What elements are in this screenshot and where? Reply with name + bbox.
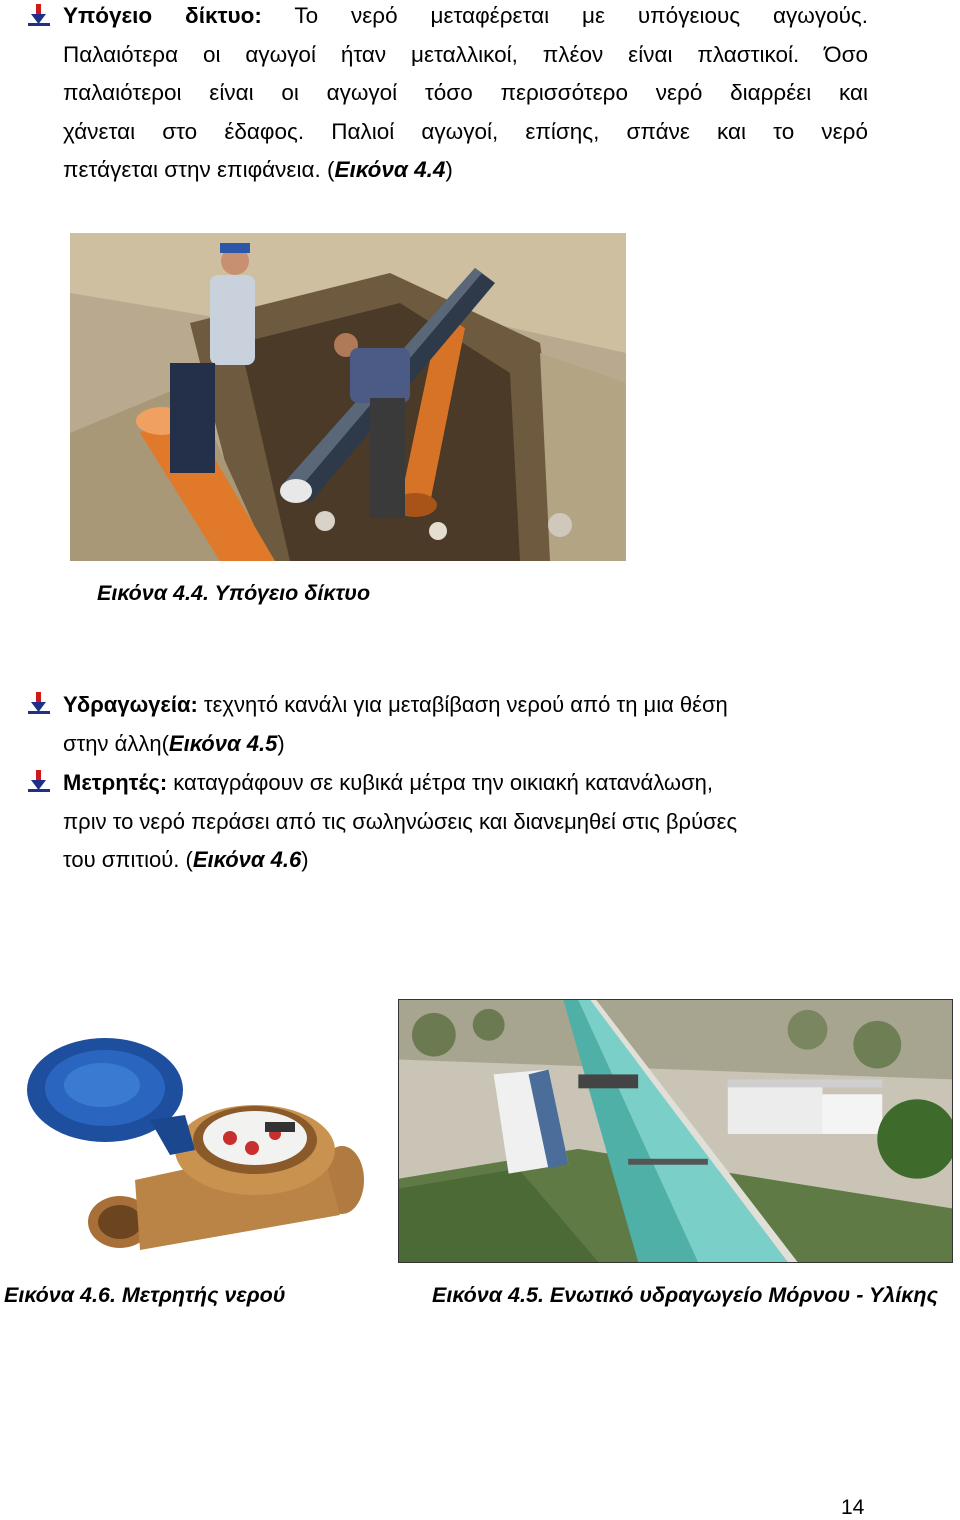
- caption-figure-4-4: Εικόνα 4.4. Υπόγειο δίκτυο: [97, 581, 371, 605]
- label-meters: Μετρητές:: [63, 770, 168, 795]
- label-underground-network: Υπόγειο δίκτυο:: [63, 3, 262, 28]
- caption-figure-4-5: Εικόνα 4.5. Ενωτικό υδραγωγείο Μόρνου - Υλίκης: [432, 1283, 938, 1307]
- label-aqueducts: Υδραγωγεία:: [63, 692, 198, 717]
- bullet-arrow-icon: [28, 692, 50, 714]
- paragraph-underground-network: Υπόγειο δίκτυο: Το νερό μεταφέρεται με υπόγειους αγωγούς. Παλαιότερα οι αγωγοί ήταν μεταλλικοί, πλέον είναι πλαστικοί. Όσο παλαιότεροι είναι οι αγωγοί τόσο περισσότερο νερό διαρρέει και χάνεται στο έδαφος. Παλιοί αγωγοί, επίσης, σπάνε και το νερό πετάγεται στην επιφάνεια. (Εικόνα 4.4): [63, 3, 869, 182]
- bullet-arrow-icon: [28, 4, 50, 26]
- photo-water-meter: [20, 1030, 365, 1250]
- paragraph-aqueducts: Υδραγωγεία: τεχνητό κανάλι για μεταβίβαση νερού από τη μια θέση στην άλλη(Εικόνα 4.5): [63, 692, 728, 756]
- page-number: 14: [841, 1496, 865, 1519]
- bullet-arrow-icon: [28, 770, 50, 792]
- photo-underground-pipes: [70, 233, 626, 561]
- paragraph-meters: Μετρητές: καταγράφουν σε κυβικά μέτρα την οικιακή κατανάλωση, πριν το νερό περάσει από τις σωληνώσεις και διανεμηθεί στις βρύσες του σπιτιού. (Εικόνα 4.6): [63, 770, 738, 872]
- figure-ref-4-6: Εικόνα 4.6: [192, 847, 302, 872]
- figure-ref-4-4: Εικόνα 4.4: [334, 157, 446, 182]
- caption-figure-4-6: Εικόνα 4.6. Μετρητής νερού: [4, 1283, 286, 1307]
- figure-ref-4-5: Εικόνα 4.5: [168, 730, 278, 756]
- photo-aqueduct: [398, 999, 953, 1263]
